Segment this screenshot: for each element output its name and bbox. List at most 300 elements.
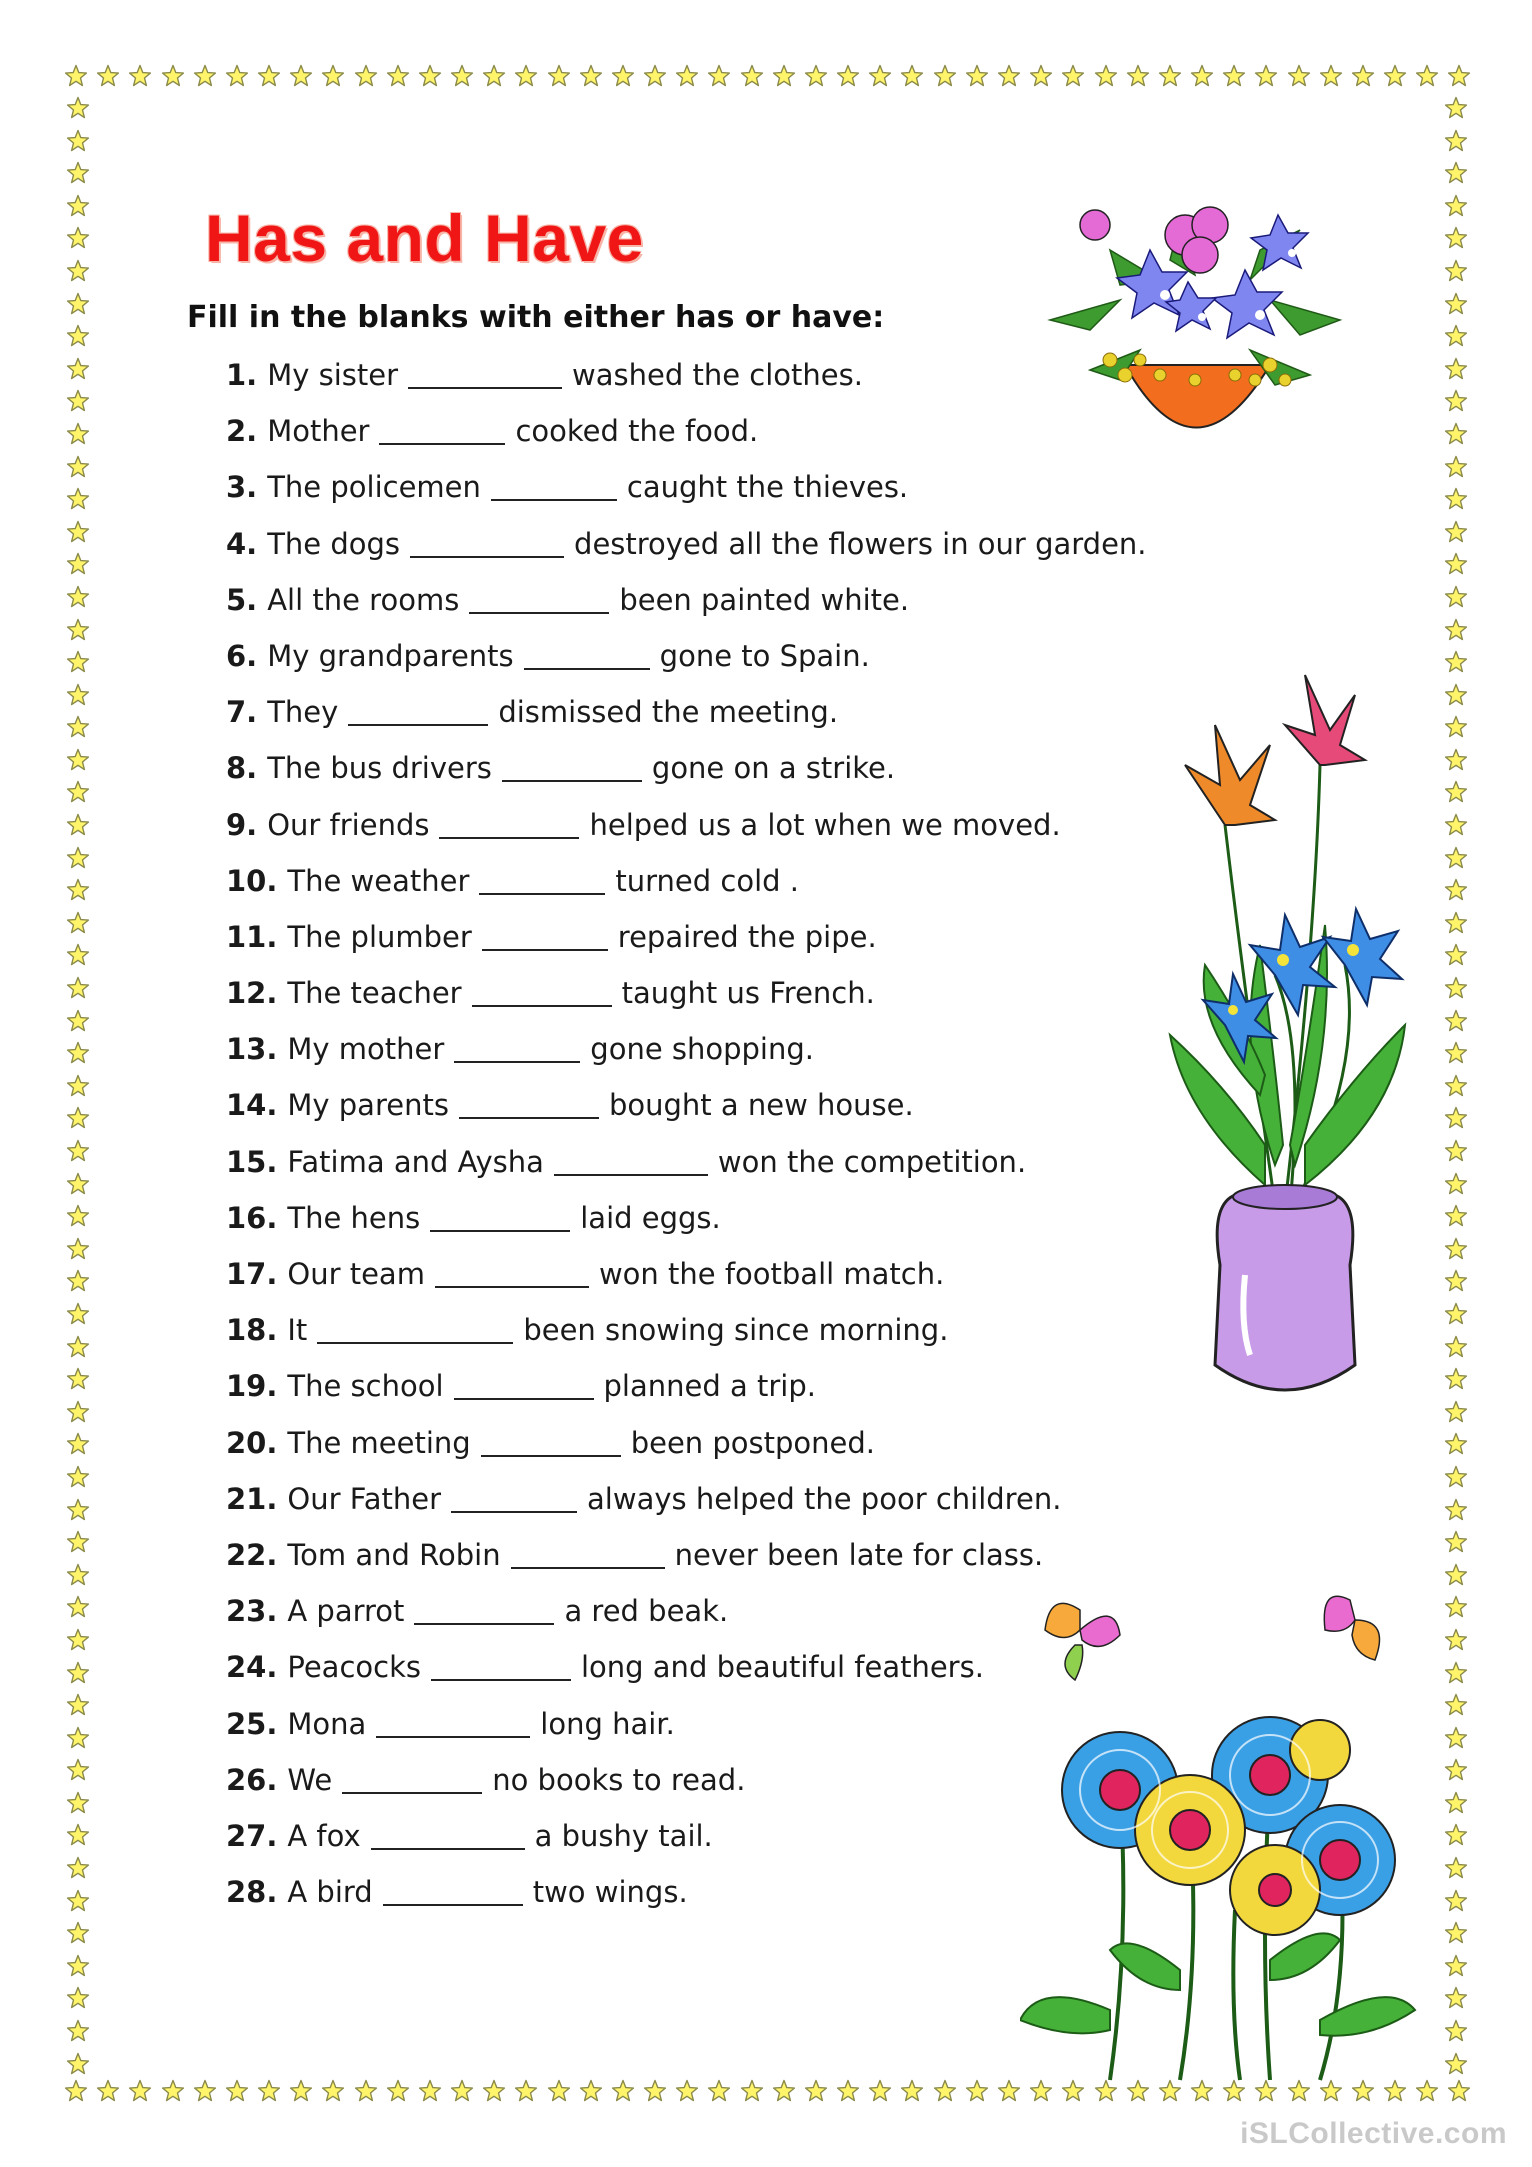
star-icon [225,64,249,88]
star-icon [1444,846,1468,870]
star-icon [66,1498,90,1522]
item-text-after: a bushy tail. [534,1818,713,1853]
star-icon [707,2079,731,2103]
star-icon [1444,1400,1468,1424]
star-icon [1444,129,1468,153]
item-text-before: A parrot [287,1594,405,1629]
star-icon [66,520,90,544]
item-number: 14. [226,1088,278,1123]
exercise-item [226,973,1226,1029]
star-icon [1254,64,1278,88]
star-icon [66,1367,90,1391]
answer-blank[interactable] [469,580,609,614]
star-icon [66,1009,90,1033]
star-icon [1444,1302,1468,1326]
star-icon [900,2079,924,2103]
answer-blank[interactable] [317,1310,513,1344]
star-icon [1444,1139,1468,1163]
star-icon [66,1041,90,1065]
star-icon [96,2079,120,2103]
star-icon [66,1530,90,1554]
item-number: 25. [226,1706,278,1741]
star-icon [1444,1823,1468,1847]
star-icon [1444,585,1468,609]
item-text-before: All the rooms [267,582,460,617]
item-text-after: two wings. [532,1875,688,1910]
exercise-item [226,917,1226,973]
star-icon [1444,878,1468,902]
star-icon [66,1302,90,1326]
item-number: 18. [226,1313,278,1348]
star-icon [66,161,90,185]
star-icon [1444,1074,1468,1098]
star-icon [804,2079,828,2103]
star-icon [386,2079,410,2103]
star-icon [1222,64,1246,88]
star-icon [1415,64,1439,88]
star-icon [1444,715,1468,739]
star-icon [128,2079,152,2103]
item-number: 5. [226,582,258,617]
star-icon [66,389,90,413]
star-icon [965,2079,989,2103]
answer-blank[interactable] [371,1816,525,1850]
exercise-item [226,1423,1226,1479]
item-number: 2. [226,414,258,449]
item-text-before: It [287,1313,308,1348]
item-text-after: cooked the food. [515,414,759,449]
star-icon [354,2079,378,2103]
star-icon [997,2079,1021,2103]
item-text-before: My parents [287,1088,449,1123]
star-icon [1444,422,1468,446]
item-text-before: My sister [267,358,399,392]
item-number: 3. [226,470,258,505]
star-icon [1444,1335,1468,1359]
star-icon [66,1563,90,1587]
answer-blank[interactable] [454,1366,594,1400]
star-icon [66,813,90,837]
star-icon [66,1726,90,1750]
star-icon [643,2079,667,2103]
star-icon [1061,64,1085,88]
star-icon [1444,2052,1468,2076]
item-text-after: long hair. [540,1706,675,1741]
star-icon [675,64,699,88]
star-icon [1444,389,1468,413]
star-icon [66,780,90,804]
star-icon [66,552,90,576]
answer-blank[interactable] [451,1479,577,1513]
star-icon [1444,194,1468,218]
item-number: 19. [226,1369,278,1404]
star-icon [66,324,90,348]
item-text-before: My grandparents [267,638,514,673]
star-icon [740,64,764,88]
star-icon [1444,1791,1468,1815]
star-icon [1444,455,1468,479]
star-icon [66,1106,90,1130]
star-icon [66,683,90,707]
star-icon [611,64,635,88]
star-icon [1444,650,1468,674]
star-icon [66,129,90,153]
item-number: 22. [226,1537,278,1572]
star-icon [1444,552,1468,576]
exercise-item [226,692,1226,748]
star-icon [1444,487,1468,511]
star-icon [450,2079,474,2103]
item-text-after: gone to Spain. [659,638,870,673]
item-text-before: A fox [287,1818,361,1853]
star-icon [707,64,731,88]
answer-blank[interactable] [511,1535,665,1569]
item-number: 13. [226,1032,278,1067]
star-icon [868,2079,892,2103]
star-icon [66,1432,90,1456]
star-icon [321,2079,345,2103]
star-icon [66,715,90,739]
star-icon [354,64,378,88]
item-text-before: The meeting [287,1425,471,1460]
star-icon [1126,64,1150,88]
star-icon [66,1661,90,1685]
answer-blank[interactable] [430,1198,570,1232]
star-icon [66,1889,90,1913]
answer-blank[interactable] [554,1142,708,1176]
star-icon [804,64,828,88]
star-icon [66,1335,90,1359]
star-icon [1444,1661,1468,1685]
answer-blank[interactable] [491,467,617,501]
item-text-after: laid eggs. [580,1200,721,1235]
star-icon [1444,1530,1468,1554]
star-icon [1444,324,1468,348]
star-border-top [64,60,1472,92]
item-text-after: been postponed. [630,1425,876,1460]
item-text-before: Tom and Robin [287,1537,501,1572]
star-icon [257,2079,281,2103]
star-icon [1444,1595,1468,1619]
star-icon [66,1921,90,1945]
item-text-before: They [267,695,339,730]
star-icon [1444,976,1468,1000]
item-number: 24. [226,1650,278,1685]
star-icon [1444,96,1468,120]
star-icon [514,64,538,88]
answer-blank[interactable] [379,411,505,445]
item-number: 26. [226,1762,278,1797]
item-number: 21. [226,1481,278,1516]
star-icon [1444,1432,1468,1456]
star-border-left [62,96,94,2076]
item-text-before: The bus drivers [267,751,492,786]
item-number: 11. [226,919,278,954]
exercise-item [226,1366,1226,1422]
star-icon [547,2079,571,2103]
star-icon [579,2079,603,2103]
item-text-after: destroyed all the flowers in our garden. [574,526,1147,561]
star-icon [321,64,345,88]
star-icon [1444,1758,1468,1782]
star-icon [1444,2019,1468,2043]
star-icon [225,2079,249,2103]
answer-blank[interactable] [502,748,642,782]
star-icon [1383,64,1407,88]
star-icon [675,2079,699,2103]
item-text-after: won the competition. [717,1144,1027,1179]
item-text-after: never been late for class. [674,1537,1044,1572]
star-icon [386,64,410,88]
star-icon [66,96,90,120]
exercise-item [226,1085,1226,1141]
exercise-item [226,524,1226,580]
item-text-before: Peacocks [287,1650,421,1685]
item-text-after: dismissed the meeting. [498,695,839,730]
answer-blank[interactable] [435,1254,589,1288]
item-text-after: helped us a lot when we moved. [589,807,1061,842]
watermark: iSLCollective.com [1240,2117,1507,2150]
star-icon [1444,1498,1468,1522]
star-icon [66,1823,90,1847]
star-icon [1158,64,1182,88]
star-icon [1444,748,1468,772]
item-number: 17. [226,1257,278,1291]
item-text-before: We [287,1762,333,1797]
star-icon [1444,683,1468,707]
star-icon [1351,64,1375,88]
star-icon [1444,1921,1468,1945]
star-icon [1444,1628,1468,1652]
exercise-item [226,1310,1226,1366]
star-icon [1444,520,1468,544]
item-text-before: The school [287,1369,444,1404]
item-text-after: washed the clothes. [572,358,863,392]
star-icon [1319,64,1343,88]
star-icon [257,64,281,88]
star-icon [193,64,217,88]
star-icon [193,2079,217,2103]
answer-blank[interactable] [414,1591,554,1625]
star-icon [66,1628,90,1652]
star-icon [66,1758,90,1782]
star-icon [66,878,90,902]
exercise-item [226,805,1226,861]
exercise-item [226,1198,1226,1254]
star-icon [1444,1693,1468,1717]
star-icon [66,1172,90,1196]
item-number: 1. [226,358,258,392]
item-text-after: a red beak. [564,1594,729,1629]
answer-blank[interactable] [348,692,488,726]
exercise-item [226,467,1226,523]
star-icon [1444,618,1468,642]
star-icon [66,618,90,642]
star-icon [740,2079,764,2103]
answer-blank[interactable] [479,861,605,895]
star-icon [579,64,603,88]
answer-blank[interactable] [524,636,650,670]
star-icon [1094,64,1118,88]
star-icon [1444,1726,1468,1750]
answer-blank[interactable] [454,1029,580,1063]
star-icon [1029,64,1053,88]
star-icon [66,1139,90,1163]
star-icon [66,1465,90,1489]
item-number: 7. [226,695,258,730]
star-icon [836,64,860,88]
item-number: 12. [226,976,278,1011]
star-icon [1444,1954,1468,1978]
item-text-after: won the football match. [598,1257,945,1291]
star-icon [1447,64,1471,88]
star-icon [96,64,120,88]
answer-blank[interactable] [383,1872,523,1906]
star-icon [1444,1009,1468,1033]
star-icon [66,2052,90,2076]
item-text-after: turned cold . [615,863,799,898]
star-icon [66,976,90,1000]
star-icon [1444,911,1468,935]
answer-blank[interactable] [459,1085,599,1119]
item-number: 20. [226,1425,278,1460]
star-icon [1444,1889,1468,1913]
item-text-after: caught the thieves. [626,470,909,505]
star-icon [1444,1563,1468,1587]
star-icon [772,2079,796,2103]
star-icon [1444,1106,1468,1130]
answer-blank[interactable] [342,1760,482,1794]
flower-vase-illustration [1165,645,1410,1405]
star-icon [418,2079,442,2103]
item-text-before: A bird [287,1875,373,1910]
star-icon [128,64,152,88]
item-text-before: Our Father [287,1481,442,1516]
answer-blank[interactable] [376,1704,530,1738]
star-icon [772,64,796,88]
item-text-after: gone on a strike. [651,751,896,786]
star-icon [64,64,88,88]
star-icon [868,64,892,88]
star-icon [836,2079,860,2103]
instruction-text: Fill in the blanks with either has or have: [187,300,885,335]
exercise-item [226,748,1226,804]
item-text-before: The policemen [267,470,481,505]
star-icon [66,259,90,283]
star-icon [965,64,989,88]
item-text-after: been painted white. [619,582,910,617]
star-icon [66,1791,90,1815]
answer-blank[interactable] [482,917,608,951]
star-icon [482,64,506,88]
star-icon [66,1269,90,1293]
item-number: 27. [226,1818,278,1853]
star-icon [1444,357,1468,381]
star-icon [1447,2079,1471,2103]
item-text-after: been snowing since morning. [523,1313,949,1348]
item-text-after: gone shopping. [590,1032,814,1067]
star-border-right [1440,96,1472,2076]
answer-blank[interactable] [439,805,579,839]
star-icon [1444,226,1468,250]
answer-blank[interactable] [431,1647,571,1681]
star-icon [450,64,474,88]
item-number: 15. [226,1144,278,1179]
star-icon [66,1237,90,1261]
star-icon [1287,64,1311,88]
answer-blank[interactable] [408,355,562,389]
item-text-after: taught us French. [621,976,875,1011]
item-number: 23. [226,1594,278,1629]
star-icon [1444,259,1468,283]
flower-bouquet-illustration [1030,180,1360,445]
star-icon [66,1986,90,2010]
star-icon [66,911,90,935]
star-icon [289,64,313,88]
answer-blank[interactable] [410,524,564,558]
item-number: 4. [226,526,258,561]
item-number: 16. [226,1200,278,1235]
item-text-before: The plumber [287,919,472,954]
star-icon [289,2079,313,2103]
star-icon [1444,1204,1468,1228]
star-icon [66,2019,90,2043]
star-icon [514,2079,538,2103]
item-number: 28. [226,1875,278,1910]
star-icon [1444,1269,1468,1293]
exercise-item [226,1029,1226,1085]
item-number: 9. [226,807,258,842]
star-icon [547,64,571,88]
item-text-before: Our friends [267,807,430,842]
star-icon [418,64,442,88]
star-icon [611,2079,635,2103]
item-text-before: Mother [267,414,370,449]
exercise-item [226,1142,1226,1198]
star-icon [66,194,90,218]
item-text-after: long and beautiful feathers. [580,1650,984,1685]
answer-blank[interactable] [481,1423,621,1457]
star-icon [1444,813,1468,837]
star-icon [66,226,90,250]
item-text-after: no books to read. [492,1762,746,1797]
item-text-after: planned a trip. [603,1369,816,1404]
star-icon [66,748,90,772]
star-icon [66,1074,90,1098]
exercise-item [226,1479,1226,1535]
star-icon [1190,64,1214,88]
item-text-after: bought a new house. [608,1088,914,1123]
star-icon [66,943,90,967]
star-icon [1444,1172,1468,1196]
exercise-item [226,580,1226,636]
star-icon [1444,1465,1468,1489]
star-icon [66,650,90,674]
worksheet-title: Has and Have [205,201,644,275]
star-icon [161,2079,185,2103]
star-icon [66,487,90,511]
star-icon [1444,161,1468,185]
star-icon [900,64,924,88]
star-icon [66,585,90,609]
item-text-before: Mona [287,1706,367,1741]
star-icon [66,1693,90,1717]
item-text-before: The dogs [267,526,401,561]
answer-blank[interactable] [472,973,612,1007]
star-icon [1444,780,1468,804]
star-icon [997,64,1021,88]
star-icon [66,357,90,381]
